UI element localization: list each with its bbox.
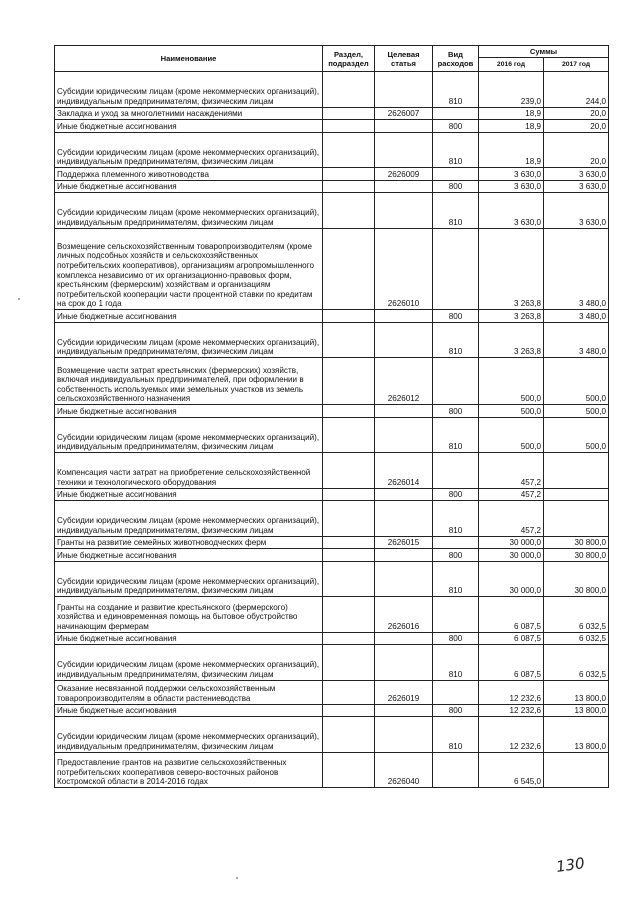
row-name: Иные бюджетные ассигнования (55, 180, 323, 193)
row-section (323, 132, 375, 168)
row-sum-2017 (544, 501, 609, 537)
row-sum-2017: 13 800,0 (544, 717, 609, 753)
row-expense-type: 810 (433, 417, 479, 453)
row-target-code (375, 561, 433, 597)
row-section (323, 193, 375, 229)
row-sum-2016: 18,9 (479, 107, 544, 120)
header-vid: Вид расходов (433, 46, 479, 72)
row-sum-2016: 457,2 (479, 488, 544, 501)
row-name: Иные бюджетные ассигнования (55, 632, 323, 645)
row-target-code (375, 549, 433, 562)
row-sum-2016: 239,0 (479, 72, 544, 108)
row-target-code (375, 717, 433, 753)
table-row (55, 322, 609, 358)
row-sum-2017 (544, 752, 609, 788)
row-sum-2017: 3 630,0 (544, 193, 609, 229)
header-year-2016: 2016 год (479, 58, 544, 72)
table-row (55, 107, 609, 120)
row-sum-2017: 3 480,0 (544, 310, 609, 323)
header-sums: Суммы (479, 46, 609, 58)
row-sum-2016: 457,2 (479, 453, 544, 489)
row-expense-type (433, 597, 479, 633)
row-section (323, 120, 375, 133)
row-name: Гранты на развитие семейных животноводческих ферм (55, 536, 323, 549)
table-row (55, 680, 609, 704)
header-target: Целевая статья (375, 46, 433, 72)
table-row (55, 310, 609, 323)
row-name: Гранты на создание и развитие крестьянского (фермерского) хозяйства и единовременная помощь на бытовое обустройство начинающим фермерам (55, 597, 323, 633)
table-row (55, 717, 609, 753)
row-section (323, 310, 375, 323)
row-name: Субсидии юридическим лицам (кроме некоммерческих организаций), индивидуальным предпринимателям, физическим лицам (55, 561, 323, 597)
row-expense-type: 800 (433, 310, 479, 323)
row-sum-2017: 30 800,0 (544, 549, 609, 562)
row-name: Поддержка племенного животноводства (55, 168, 323, 181)
table-row (55, 597, 609, 633)
table-row (55, 645, 609, 681)
row-sum-2017: 20,0 (544, 107, 609, 120)
header-name: Наименование (55, 46, 323, 72)
table-row (55, 501, 609, 537)
row-sum-2017: 20,0 (544, 132, 609, 168)
row-name: Предоставление грантов на развитие сельскохозяйственных потребительских кооперативов северо-восточных районов Костромской области в 2014-2016 годах (55, 752, 323, 788)
row-expense-type (433, 168, 479, 181)
row-name: Субсидии юридическим лицам (кроме некоммерческих организаций), индивидуальным предпринимателям, физическим лицам (55, 645, 323, 681)
row-section (323, 322, 375, 358)
table-row (55, 72, 609, 108)
row-sum-2016: 3 630,0 (479, 193, 544, 229)
row-sum-2016: 12 232,6 (479, 704, 544, 717)
row-sum-2016: 6 087,5 (479, 632, 544, 645)
row-target-code (375, 501, 433, 537)
table-row (55, 752, 609, 788)
table-row (55, 549, 609, 562)
table-row (55, 132, 609, 168)
row-sum-2016: 500,0 (479, 405, 544, 418)
row-sum-2016: 18,9 (479, 120, 544, 133)
table-row (55, 488, 609, 501)
row-expense-type: 800 (433, 488, 479, 501)
row-sum-2016: 457,2 (479, 501, 544, 537)
row-name: Иные бюджетные ассигнования (55, 704, 323, 717)
row-expense-type: 810 (433, 561, 479, 597)
row-expense-type: 800 (433, 180, 479, 193)
row-section (323, 180, 375, 193)
row-sum-2017: 3 630,0 (544, 180, 609, 193)
row-section (323, 107, 375, 120)
row-expense-type (433, 107, 479, 120)
row-sum-2016: 6 087,5 (479, 645, 544, 681)
row-name: Субсидии юридическим лицам (кроме некоммерческих организаций), индивидуальным предпринимателям, физическим лицам (55, 501, 323, 537)
row-target-code (375, 417, 433, 453)
row-expense-type: 810 (433, 193, 479, 229)
table-row (55, 228, 609, 310)
row-sum-2017: 13 800,0 (544, 680, 609, 704)
row-sum-2017: 30 800,0 (544, 536, 609, 549)
row-name: Иные бюджетные ассигнования (55, 310, 323, 323)
table-row (55, 120, 609, 133)
row-expense-type: 810 (433, 501, 479, 537)
row-section (323, 72, 375, 108)
row-expense-type (433, 752, 479, 788)
row-expense-type: 800 (433, 405, 479, 418)
row-target-code (375, 180, 433, 193)
row-target-code (375, 322, 433, 358)
header-section: Раздел, подраздел (323, 46, 375, 72)
row-name: Закладка и уход за многолетними насаждениями (55, 107, 323, 120)
row-section (323, 549, 375, 562)
row-name: Возмещение сельскохозяйственным товаропроизводителям (кроме личных подсобных хозяйств и сельскохозяйственных потребительских кооперативов), организациям агропромышленного комплекса независимо от их организационно-правовых форм, крестьянским (фермерским) хозяйствам и организациям потребительской кооперации части процентной ставки по кредитам на срок до 1 года (55, 228, 323, 310)
row-section (323, 704, 375, 717)
row-target-code (375, 645, 433, 681)
row-sum-2016: 3 263,8 (479, 228, 544, 310)
header-year-2017: 2017 год (544, 58, 609, 72)
row-target-code: 2626016 (375, 597, 433, 633)
table-row (55, 168, 609, 181)
row-sum-2017 (544, 488, 609, 501)
row-name: Иные бюджетные ассигнования (55, 488, 323, 501)
row-sum-2017: 3 480,0 (544, 228, 609, 310)
row-sum-2016: 12 232,6 (479, 680, 544, 704)
row-target-code (375, 704, 433, 717)
row-section (323, 752, 375, 788)
row-section (323, 488, 375, 501)
row-sum-2017: 3 630,0 (544, 168, 609, 181)
budget-table (54, 45, 609, 788)
row-name: Субсидии юридическим лицам (кроме некоммерческих организаций), индивидуальным предпринимателям, физическим лицам (55, 193, 323, 229)
table-row (55, 417, 609, 453)
row-sum-2016: 30 000,0 (479, 561, 544, 597)
row-sum-2016: 6 087,5 (479, 597, 544, 633)
row-section (323, 358, 375, 405)
row-sum-2016: 3 630,0 (479, 168, 544, 181)
row-target-code (375, 72, 433, 108)
row-name: Субсидии юридическим лицам (кроме некоммерческих организаций), индивидуальным предпринимателям, физическим лицам (55, 72, 323, 108)
row-sum-2017 (544, 453, 609, 489)
row-expense-type: 800 (433, 120, 479, 133)
row-sum-2016: 3 263,8 (479, 310, 544, 323)
row-target-code: 2626040 (375, 752, 433, 788)
row-sum-2016: 18,9 (479, 132, 544, 168)
row-expense-type: 800 (433, 704, 479, 717)
row-sum-2017: 6 032,5 (544, 597, 609, 633)
row-section (323, 717, 375, 753)
row-target-code: 2626019 (375, 680, 433, 704)
row-sum-2017: 500,0 (544, 358, 609, 405)
row-sum-2017: 30 800,0 (544, 561, 609, 597)
row-target-code (375, 132, 433, 168)
row-expense-type (433, 358, 479, 405)
row-name: Компенсация части затрат на приобретение сельскохозяйственной техники и технологического оборудования (55, 453, 323, 489)
row-section (323, 168, 375, 181)
row-name: Оказание несвязанной поддержки сельскохозяйственным товаропроизводителям в области растениеводства (55, 680, 323, 704)
row-target-code: 2626015 (375, 536, 433, 549)
row-sum-2017: 13 800,0 (544, 704, 609, 717)
table-header (55, 46, 609, 72)
row-section (323, 228, 375, 310)
row-section (323, 453, 375, 489)
page-number: 130 (554, 854, 586, 876)
table-row (55, 561, 609, 597)
table-row (55, 632, 609, 645)
row-sum-2017: 6 032,5 (544, 632, 609, 645)
row-expense-type: 810 (433, 645, 479, 681)
row-expense-type: 810 (433, 132, 479, 168)
row-sum-2017: 3 480,0 (544, 322, 609, 358)
row-section (323, 405, 375, 418)
row-target-code (375, 405, 433, 418)
row-sum-2016: 30 000,0 (479, 549, 544, 562)
row-sum-2017: 500,0 (544, 405, 609, 418)
row-name: Субсидии юридическим лицам (кроме некоммерческих организаций), индивидуальным предпринимателям, физическим лицам (55, 417, 323, 453)
row-target-code (375, 632, 433, 645)
row-sum-2017: 244,0 (544, 72, 609, 108)
row-sum-2017: 20,0 (544, 120, 609, 133)
row-expense-type (433, 453, 479, 489)
row-section (323, 645, 375, 681)
row-section (323, 632, 375, 645)
row-name: Иные бюджетные ассигнования (55, 549, 323, 562)
row-name: Возмещение части затрат крестьянских (фермерских) хозяйств, включая индивидуальных предпринимателей, при оформлении в собственность используемых ими земельных участков из земель сельскохозяйственного назначения (55, 358, 323, 405)
row-target-code (375, 310, 433, 323)
row-target-code (375, 488, 433, 501)
row-target-code: 2626010 (375, 228, 433, 310)
row-name: Субсидии юридическим лицам (кроме некоммерческих организаций), индивидуальным предпринимателям, физическим лицам (55, 322, 323, 358)
table-row (55, 405, 609, 418)
row-name: Субсидии юридическим лицам (кроме некоммерческих организаций), индивидуальным предпринимателям, физическим лицам (55, 717, 323, 753)
row-target-code: 2626009 (375, 168, 433, 181)
row-expense-type (433, 536, 479, 549)
row-expense-type: 810 (433, 72, 479, 108)
table-row (55, 704, 609, 717)
row-name: Субсидии юридическим лицам (кроме некоммерческих организаций), индивидуальным предпринимателям, физическим лицам (55, 132, 323, 168)
table-row (55, 536, 609, 549)
row-sum-2016: 3 263,8 (479, 322, 544, 358)
row-sum-2017: 500,0 (544, 417, 609, 453)
row-section (323, 501, 375, 537)
row-section (323, 536, 375, 549)
row-expense-type: 800 (433, 549, 479, 562)
row-sum-2016: 30 000,0 (479, 536, 544, 549)
row-section (323, 597, 375, 633)
scan-speck (236, 877, 238, 879)
table-row (55, 453, 609, 489)
table-body (55, 72, 609, 788)
table-row (55, 180, 609, 193)
row-sum-2016: 12 232,6 (479, 717, 544, 753)
row-section (323, 417, 375, 453)
row-expense-type: 800 (433, 632, 479, 645)
row-target-code: 2626012 (375, 358, 433, 405)
row-target-code: 2626014 (375, 453, 433, 489)
row-sum-2016: 3 630,0 (479, 180, 544, 193)
row-expense-type: 810 (433, 717, 479, 753)
row-sum-2016: 6 545,0 (479, 752, 544, 788)
row-name: Иные бюджетные ассигнования (55, 120, 323, 133)
row-target-code: 2626007 (375, 107, 433, 120)
row-expense-type (433, 680, 479, 704)
row-section (323, 561, 375, 597)
row-sum-2016: 500,0 (479, 417, 544, 453)
table-row (55, 193, 609, 229)
row-target-code (375, 120, 433, 133)
row-expense-type (433, 228, 479, 310)
row-name: Иные бюджетные ассигнования (55, 405, 323, 418)
row-target-code (375, 193, 433, 229)
row-section (323, 680, 375, 704)
row-sum-2017: 6 032,5 (544, 645, 609, 681)
table-row (55, 358, 609, 405)
scan-speck (18, 298, 20, 300)
row-expense-type: 810 (433, 322, 479, 358)
row-sum-2016: 500,0 (479, 358, 544, 405)
